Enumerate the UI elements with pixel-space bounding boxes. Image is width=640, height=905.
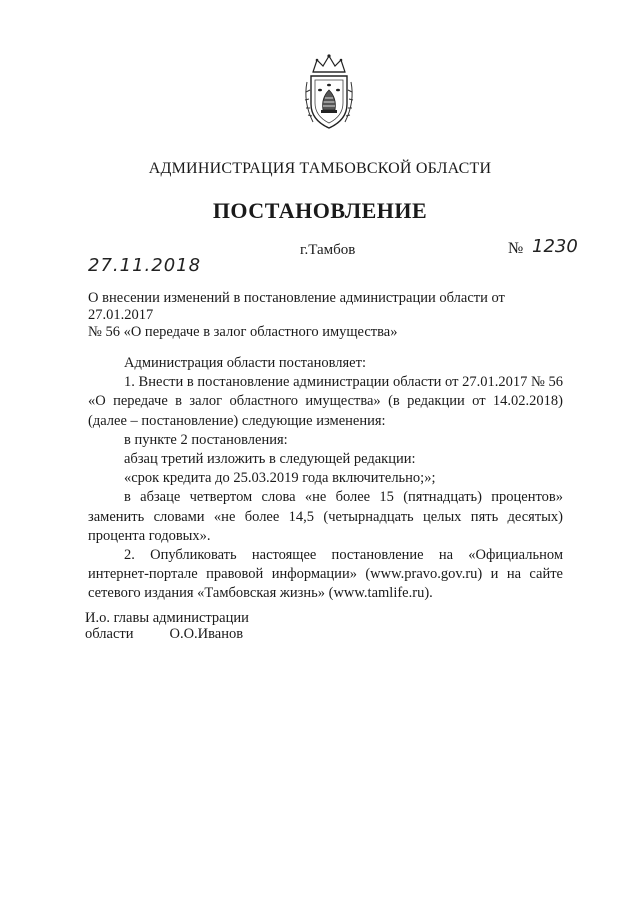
document-subject — [88, 290, 563, 341]
body-paragraph: абзац третий изложить в следующей редакции: — [124, 451, 416, 468]
body-paragraph: «срок кредита до 25.03.2019 года включительно;»; — [124, 470, 436, 487]
document-type-title: ПОСТАНОВЛЕНИЕ — [212, 198, 428, 223]
signatory-title: И.о. главы администрации — [85, 610, 249, 626]
body-paragraph: в абзаце четвертом слова «не более 15 (пятнадцать) процентов» заменить словами «не более 14,5 (четырнадцать целых пять десятых) процента годовых». — [88, 489, 563, 544]
subject-line: О внесении изменений в постановление администрации области от 27.01.2017 — [88, 290, 505, 323]
city-label: г.Тамбов — [300, 242, 356, 258]
subject-line: № 56 «О передаче в залог областного имущества» — [88, 324, 398, 340]
body-paragraph: в пункте 2 постановления: — [124, 431, 288, 448]
handwritten-date: 27.11.2018 — [88, 255, 202, 276]
body-paragraph: 1. Внести в постановление администрации области от 27.01.2017 № 56 «О передаче в залог областного имущества» (в редакции от 14.02.2018) (далее – постановление) следующие изменения: — [88, 374, 563, 429]
body-paragraph: Администрация области постановляет: — [124, 355, 366, 371]
coat-of-arms-icon — [301, 52, 357, 132]
signature-block — [85, 610, 249, 642]
organization-name: АДМИНИСТРАЦИЯ ТАМБОВСКОЙ ОБЛАСТИ — [148, 160, 492, 177]
signatory-title: области — [85, 626, 134, 642]
handwritten-number: 1230 — [532, 236, 578, 257]
body-paragraph: 2. Опубликовать настоящее постановление на «Официальном интернет-портале правовой информации» (www.pravo.gov.ru) и на сайте сетевого издания «Тамбовская жизнь» (www.tamlife.ru). — [88, 547, 563, 602]
signatory-name: О.О.Иванов — [169, 626, 244, 642]
document-body — [88, 354, 563, 604]
number-label: № — [508, 240, 524, 257]
